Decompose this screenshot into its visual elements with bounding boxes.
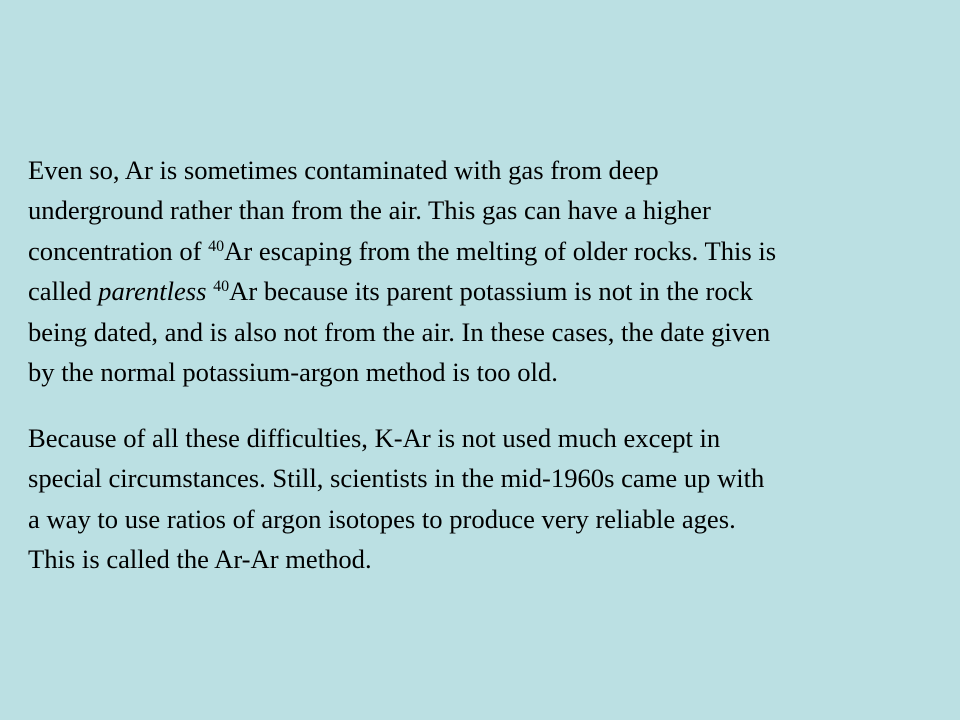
paragraph-contamination	[28, 150, 940, 392]
text-line: a way to use ratios of argon isotopes to produce very reliable ages.	[28, 503, 736, 534]
text-run: concentration of	[28, 235, 209, 266]
text-line: Because of all these difficulties, K-Ar is not used much except in	[28, 423, 721, 453]
isotope-superscript: 40	[213, 278, 230, 296]
isotope-superscript: 40	[208, 237, 225, 255]
italic-term: parentless	[98, 276, 207, 307]
text-line: Even so, Ar is sometimes contaminated with gas from deep	[28, 155, 659, 185]
text-run: Ar because its parent potassium is not in the rock	[229, 276, 753, 307]
text-line: underground rather than from the air. This gas can have a higher	[28, 195, 711, 226]
text-line: special circumstances. Still, scientists in the mid-1960s came up with	[28, 463, 765, 494]
paragraph-ar-ar-method	[28, 418, 940, 580]
text-line	[28, 231, 940, 271]
text-line	[28, 271, 940, 311]
text-run: Ar escaping from the melting of older rocks. This is	[224, 235, 777, 266]
text-line: by the normal potassium-argon method is too old.	[28, 357, 558, 388]
text-run: called	[28, 276, 99, 307]
text-line: being dated, and is also not from the air. In these cases, the date given	[28, 316, 771, 347]
text-line: This is called the Ar-Ar method.	[28, 544, 372, 575]
